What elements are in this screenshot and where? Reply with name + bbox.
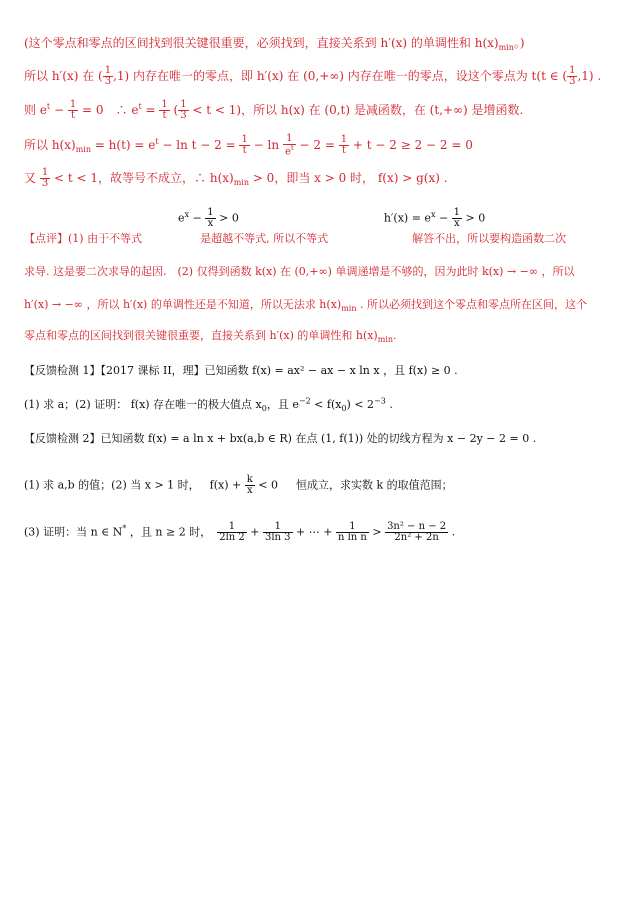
subscript-min: min — [377, 335, 394, 344]
note-line-3 — [24, 100, 624, 121]
text-segment: > — [368, 525, 386, 539]
fraction-denominator: 3 — [569, 76, 576, 87]
fraction-denominator: 2n² + 2n — [385, 532, 448, 543]
superscript-t: t — [155, 137, 159, 147]
fraction-one-over-t — [68, 100, 78, 121]
text-segment: ,1) 内存在唯一的零点，即 h′(x) 在 (0,+∞) 内存在唯一的零点，设这个零点为 t(t ∈ ( — [113, 69, 568, 83]
fraction-denominator: t — [68, 110, 78, 121]
text-segment: − 2 = — [295, 138, 339, 153]
text-segment: h′(x) → −∞ ，所以 h′(x) 的单调性还是不知道，所以无法求 h(x) — [24, 298, 342, 311]
fraction-numerator: 1 — [453, 207, 461, 218]
text-segment: . 所以必须找到这个零点和零点所在区间，这个 — [356, 298, 587, 311]
fraction-numerator: 1 — [349, 521, 356, 532]
text-segment: < t < 1，故等号不成立，∴ h(x) — [50, 171, 234, 185]
comment-line-3 — [24, 296, 624, 313]
fraction-numerator: 1 — [104, 65, 112, 76]
text-segment: + t − 2 ≥ 2 − 2 = 0 — [349, 138, 473, 153]
fraction-one-over-x — [205, 208, 215, 229]
text-segment: ，且 n ≥ 2 时， — [126, 525, 212, 539]
fraction-one-over-t — [159, 100, 169, 121]
text-segment: = h(t) = e — [90, 138, 156, 153]
fraction-numerator: 1 — [241, 134, 248, 146]
text-segment: h′(x) = e — [383, 211, 431, 225]
fraction-numerator: 1 — [340, 134, 348, 146]
text-segment: 所以 h′(x) 在 ( — [24, 69, 103, 83]
text-segment: 恒成立，求实数 k 的取值范围； — [296, 478, 453, 492]
comment-inequalities — [178, 208, 624, 229]
text-segment: . — [385, 398, 393, 411]
comment-line-4 — [24, 327, 624, 344]
text-segment: ) < 2 — [346, 398, 375, 411]
fraction-denominator: t — [239, 145, 249, 156]
text-segment: 【反馈检测 1】【2017 课标 II，理】已知函数 f(x) = ax² − ax − x ln x ，且 f(x) ≥ 0 . — [24, 364, 458, 377]
note-line-1 — [24, 34, 624, 52]
base-e: e — [284, 146, 291, 158]
fraction-denominator: t — [159, 110, 169, 121]
text-segment: 零点和零点的区间找到很关键很重要，直接关系到 h′(x) 的单调性和 h(x) — [24, 329, 378, 342]
text-segment: > 0 — [215, 211, 239, 225]
note-line-4 — [24, 134, 624, 157]
fraction-numerator: 1 — [161, 99, 168, 110]
note-text-end: 。) — [513, 36, 525, 50]
fraction-term-3 — [263, 522, 293, 543]
fraction-numerator: 1 — [569, 65, 576, 76]
comment-line-2 — [24, 263, 624, 279]
text-segment: 所以 h(x) — [24, 138, 76, 153]
exercise-2-question-1 — [24, 475, 624, 496]
text-segment: . — [393, 329, 397, 342]
exercise-2-heading — [24, 430, 624, 446]
superscript-star: * — [122, 523, 127, 533]
fraction-numerator: 1 — [274, 521, 281, 532]
text-segment: ,1) . — [577, 69, 602, 83]
fraction-numerator: 1 — [41, 167, 49, 178]
note-text: (这个零点和零点的区间找到很关键很重要，必须找到，直接关系到 h′(x) 的单调性和 h(x) — [24, 36, 499, 50]
superscript-minus-two: −2 — [298, 396, 311, 406]
fraction-denominator: t — [339, 145, 349, 156]
subscript-min: min — [75, 145, 91, 155]
subscript-min: min — [341, 304, 357, 313]
fraction-one-third — [178, 100, 188, 121]
fraction-denominator: x — [205, 218, 215, 229]
fraction-denominator: 3ln 3 — [264, 532, 291, 543]
text-segment: = — [141, 103, 160, 117]
comment-label: 【点评】 — [24, 232, 68, 245]
fraction-numerator: 1 — [228, 521, 236, 532]
exercise-1-heading — [24, 362, 624, 378]
text-segment: − ln — [249, 138, 283, 153]
text-segment: − ln t − 2 = — [158, 138, 240, 153]
fraction-denominator: 3 — [104, 76, 112, 87]
fraction-denominator: n ln n — [337, 532, 367, 543]
note-line-2 — [24, 66, 624, 87]
text-segment: 又 — [24, 171, 40, 185]
fraction-numerator: 1 — [286, 133, 293, 144]
fraction-one-over-t — [239, 135, 249, 156]
text-segment: . — [448, 525, 456, 539]
text-segment: 是超越不等式, 所以不等式 — [200, 232, 329, 245]
fraction-one-third — [40, 168, 50, 189]
fraction-numerator: k — [246, 474, 253, 485]
fraction-one-over-x — [452, 208, 462, 229]
note-line-5 — [24, 168, 624, 189]
text-segment: − — [189, 211, 206, 225]
text-segment: < 0 — [254, 478, 279, 492]
superscript-t: t — [290, 144, 294, 152]
fraction-one-third — [103, 66, 113, 87]
exercise-2-question-3 — [24, 522, 624, 543]
text-segment: > 0，即当 x > 0 时， f(x) > g(x) . — [249, 171, 448, 185]
text-segment: 解答不出，所以要构造函数二次 — [412, 232, 567, 245]
fraction-numerator: 1 — [207, 207, 214, 218]
fraction-one-over-t — [339, 135, 349, 156]
text-segment: < f(x — [310, 398, 342, 411]
text-segment: − — [50, 103, 68, 117]
fraction-numerator: 1 — [69, 99, 77, 110]
superscript-x: x — [184, 209, 190, 219]
fraction-k-over-x — [245, 475, 255, 496]
subscript-zero: 0 — [341, 404, 347, 413]
text-segment: < t < 1)，所以 h(x) 在 (0,t) 是减函数，在 (t,+∞) 是增函数. — [188, 103, 524, 117]
superscript-minus-three: −3 — [374, 396, 386, 406]
text-segment: 【反馈检测 2】已知函数 f(x) = a ln x + bx(a,b ∈ R) 在点 (1, f(1)) 处的切线方程为 x − 2y − 2 = 0 . — [24, 432, 537, 445]
subscript-min: min — [233, 178, 249, 187]
text-segment: e — [178, 211, 185, 225]
fraction-denominator: 2ln 2 — [219, 532, 245, 543]
text-segment: (1) 求 a,b 的值；(2) 当 x > 1 时， — [24, 478, 200, 492]
exercise-1-question — [24, 396, 624, 413]
fraction-denominator: 3 — [41, 178, 49, 189]
fraction-denominator: 3 — [180, 110, 187, 121]
fraction-denominator: x — [452, 218, 462, 229]
text-segment: 则 e — [24, 103, 47, 117]
fraction-denominator: x — [245, 485, 255, 496]
subscript-zero: 0 — [261, 404, 267, 413]
text-segment: (1) 求 a；(2) 证明： f(x) 存在唯一的极大值点 x — [24, 398, 262, 411]
superscript-t: t — [46, 102, 51, 111]
subscript-min: min — [498, 43, 514, 52]
fraction-rhs — [385, 522, 448, 543]
text-segment: > 0 — [462, 211, 486, 225]
text-segment: + ⋯ + — [292, 525, 336, 539]
fraction-one-over-e-t — [283, 134, 296, 157]
text-segment: ，且 e — [266, 398, 299, 411]
fraction-numerator: 1 — [180, 99, 187, 110]
text-segment: ( — [169, 103, 179, 117]
comment-line-1 — [24, 230, 624, 246]
superscript-x: x — [430, 209, 436, 219]
text-segment: − — [435, 211, 452, 225]
text-segment: f(x) + — [209, 478, 245, 492]
fraction-one-third — [567, 66, 577, 87]
fraction-term-n — [336, 522, 369, 543]
fraction-term-2 — [217, 522, 247, 543]
superscript-t: t — [138, 102, 142, 111]
text-segment: (3) 证明：当 n ∈ N — [24, 525, 123, 539]
text-segment: (1) 由于不等式 — [68, 232, 143, 245]
fraction-numerator: 3n² − n − 2 — [387, 521, 447, 532]
text-segment: + — [246, 525, 263, 539]
fraction-denominator — [283, 144, 296, 157]
text-segment: 求导. 这是要二次求导的起因. (2) 仅得到函数 k(x) 在 (0,+∞) 单调递增是不够的，因为此时 k(x) → −∞ ，所以 — [24, 265, 575, 278]
text-segment: = 0 ∴ e — [78, 103, 139, 117]
